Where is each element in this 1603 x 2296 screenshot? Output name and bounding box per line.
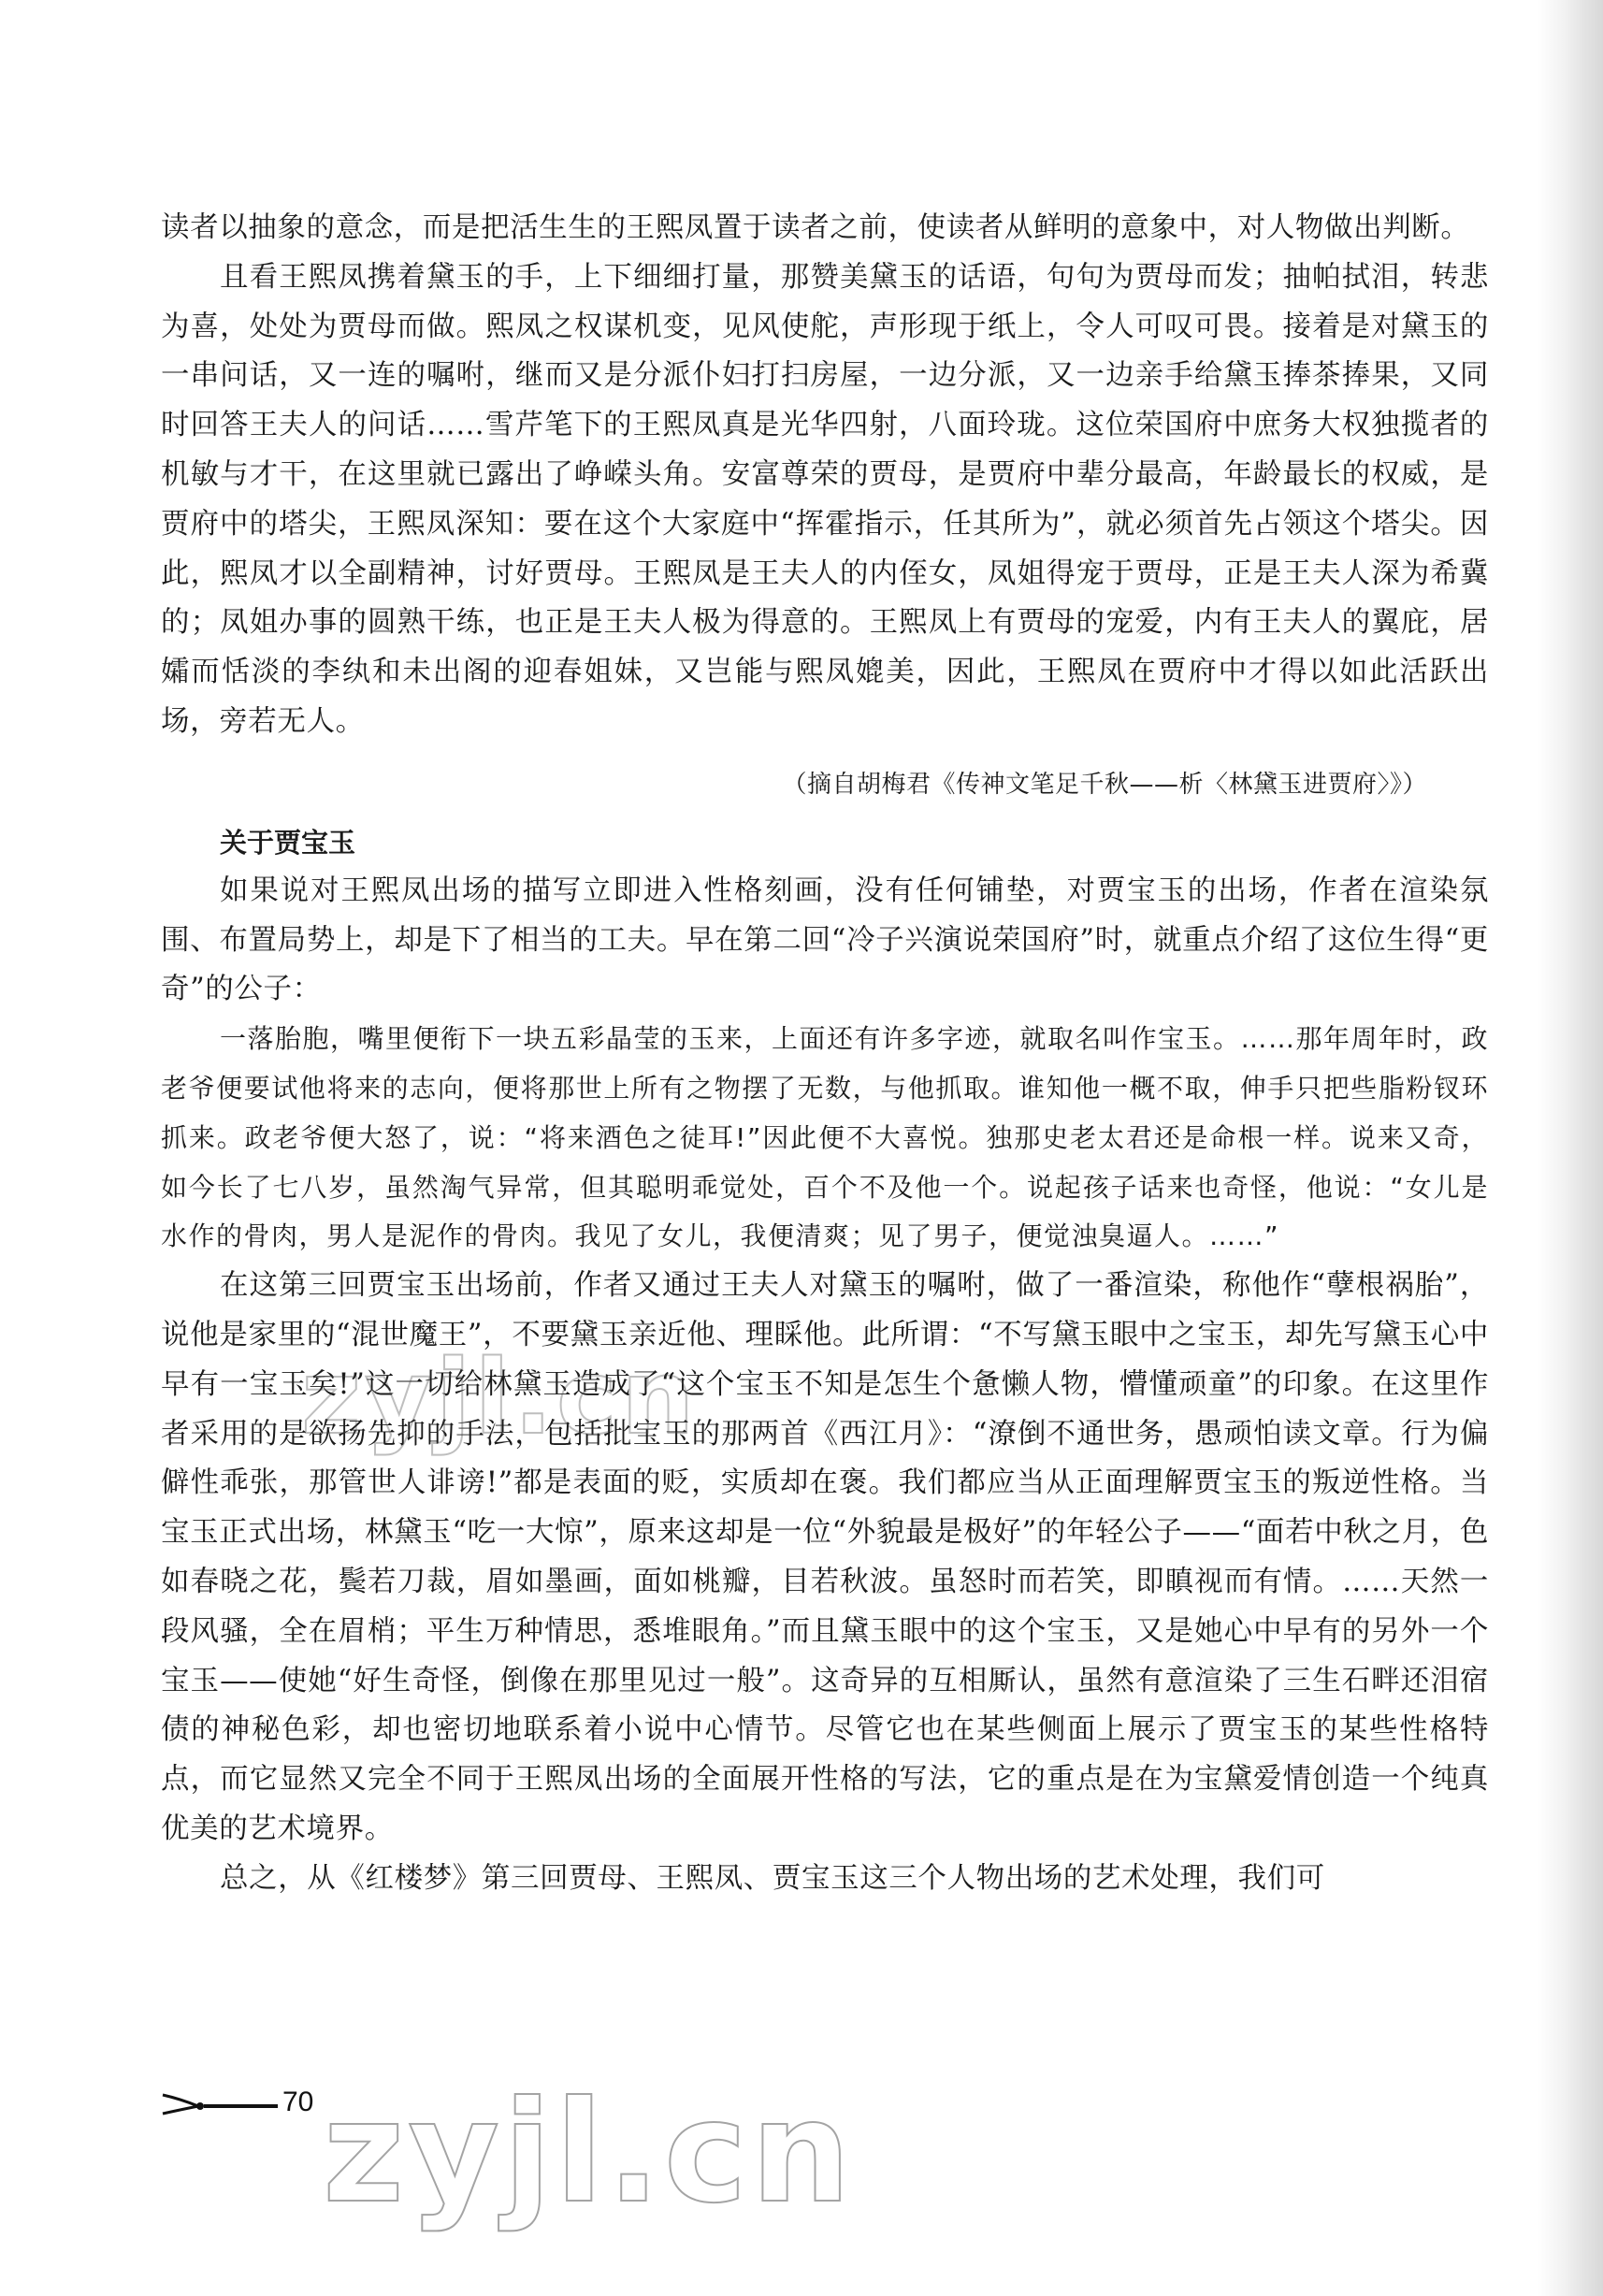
block-quote: 一落胎胞，嘴里便衔下一块五彩晶莹的玉来，上面还有许多字迹，就取名叫作宝玉。……那年周年时，政老爷便要试他将来的志向，便将那世上所有之物摆了无数，与他抓取。谁知他一概不取，伸手只把些脂粉钗环抓来。政老爷便大怒了，说：“将来酒色之徒耳!”因此便不大喜悦。独那史老太君还是命根一样。说来又奇，如今长了七八岁，虽然淘气异常，但其聪明乖觉处，百个不及他一个。说起孩子话来也奇怪，他说：“女儿是水作的骨肉，男人是泥作的骨肉。我见了女儿，我便清爽；见了男子，便觉浊臭逼人。……” [161, 1023, 1490, 1252]
paragraph: 总之，从《红楼梦》第三回贾母、王熙凤、贾宝玉这三个人物出场的艺术处理，我们可 [220, 1861, 1325, 1895]
watermark: zyjl.cn [323, 2072, 855, 2234]
watermark: zyjl.cn [301, 1337, 699, 1457]
page-number: 70 [282, 2087, 314, 2117]
paragraph: 如果说对王熙凤出场的描写立即进入性格刻画，没有任何铺垫，对贾宝玉的出场，作者在渲染氛围、布置局势上，却是下了相当的工夫。早在第二回“冷子兴演说荣国府”时，就重点介绍了这位生得“更奇”的公子： [161, 874, 1489, 1006]
section-heading: 关于贾宝玉 [220, 826, 356, 859]
paragraph: 在这第三回贾宝玉出场前，作者又通过王夫人对黛玉的嘱咐，做了一番渲染，称他作“孽根祸胎”，说他是家里的“混世魔王”，不要黛玉亲近他、理睬他。此所谓：“不写黛玉眼中之宝玉，却先写黛玉心中早有一宝玉矣!”这一切给林黛玉造成了“这个宝玉不知是怎生个惫懒人物，懵懂顽童”的印象。在这里作者采用的是欲扬先抑的手法，包括批宝玉的那两首《西江月》：“潦倒不通世务，愚顽怕读文章。行为偏僻性乖张，那管世人诽谤!”都是表面的贬，实质却在褒。我们都应当从正面理解贾宝玉的叛逆性格。当宝玉正式出场，林黛玉“吃一大惊”，原来这却是一位“外貌最是极好”的年轻公子——“面若中秋之月，色如春晓之花，鬓若刀裁，眉如墨画，面如桃瓣，目若秋波。虽怒时而若笑，即瞋视而有情。……天然一段风骚，全在眉梢；平生万种情思，悉堆眼角。”而且黛玉眼中的这个宝玉，又是她心中早有的另外一个宝玉——使她“好生奇怪，倒像在那里见过一般”。这奇异的互相厮认，虽然有意渲染了三生石畔还泪宿债的神秘色彩，却也密切地联系着小说中心情节。尽管它也在某些侧面上展示了贾宝玉的某些性格特点，而它显然又完全不同于王熙凤出场的全面展开性格的写法，它的重点是在为宝黛爱情创造一个纯真优美的艺术境界。 [161, 1269, 1489, 1845]
source-citation: （摘自胡梅君《传神文笔足千秋——析〈林黛玉进贾府〉》） [782, 770, 1427, 799]
article-body [161, 204, 1489, 1904]
paragraph: 且看王熙凤携着黛玉的手，上下细细打量，那赞美黛玉的话语，句句为贾母而发；抽帕拭泪，转悲为喜，处处为贾母而做。熙凤之权谋机变，见风使舵，声形现于纸上，令人可叹可畏。接着是对黛玉的一串问话，又一连的嘱咐，继而又是分派仆妇打扫房屋，一边分派，又一边亲手给黛玉捧茶捧果，又同时回答王夫人的问话……雪芹笔下的王熙凤真是光华四射，八面玲珑。这位荣国府中庶务大权独揽者的机敏与才干，在这里就已露出了峥嵘头角。安富尊荣的贾母，是贾府中辈分最高，年龄最长的权威，是贾府中的塔尖，王熙凤深知：要在这个大家庭中“挥霍指示，任其所为”，就必须首先占领这个塔尖。因此，熙凤才以全副精神，讨好贾母。王熙凤是王夫人的内侄女，凤姐得宠于贾母，正是王夫人深为希冀的；凤姐办事的圆熟干练，也正是王夫人极为得意的。王熙凤上有贾母的宠爱，内有王夫人的翼庇，居孀而恬淡的李纨和未出阁的迎春姐妹，又岂能与熙凤媲美，因此，王熙凤在贾府中才得以如此活跃出场，旁若无人。 [161, 260, 1489, 738]
paragraph: 读者以抽象的意念，而是把活生生的王熙凤置于读者之前，使读者从鲜明的意象中，对人物做出判断。 [161, 211, 1470, 244]
page-edge-shadow [1538, 0, 1603, 2296]
footer-ornament-icon [161, 2087, 278, 2115]
